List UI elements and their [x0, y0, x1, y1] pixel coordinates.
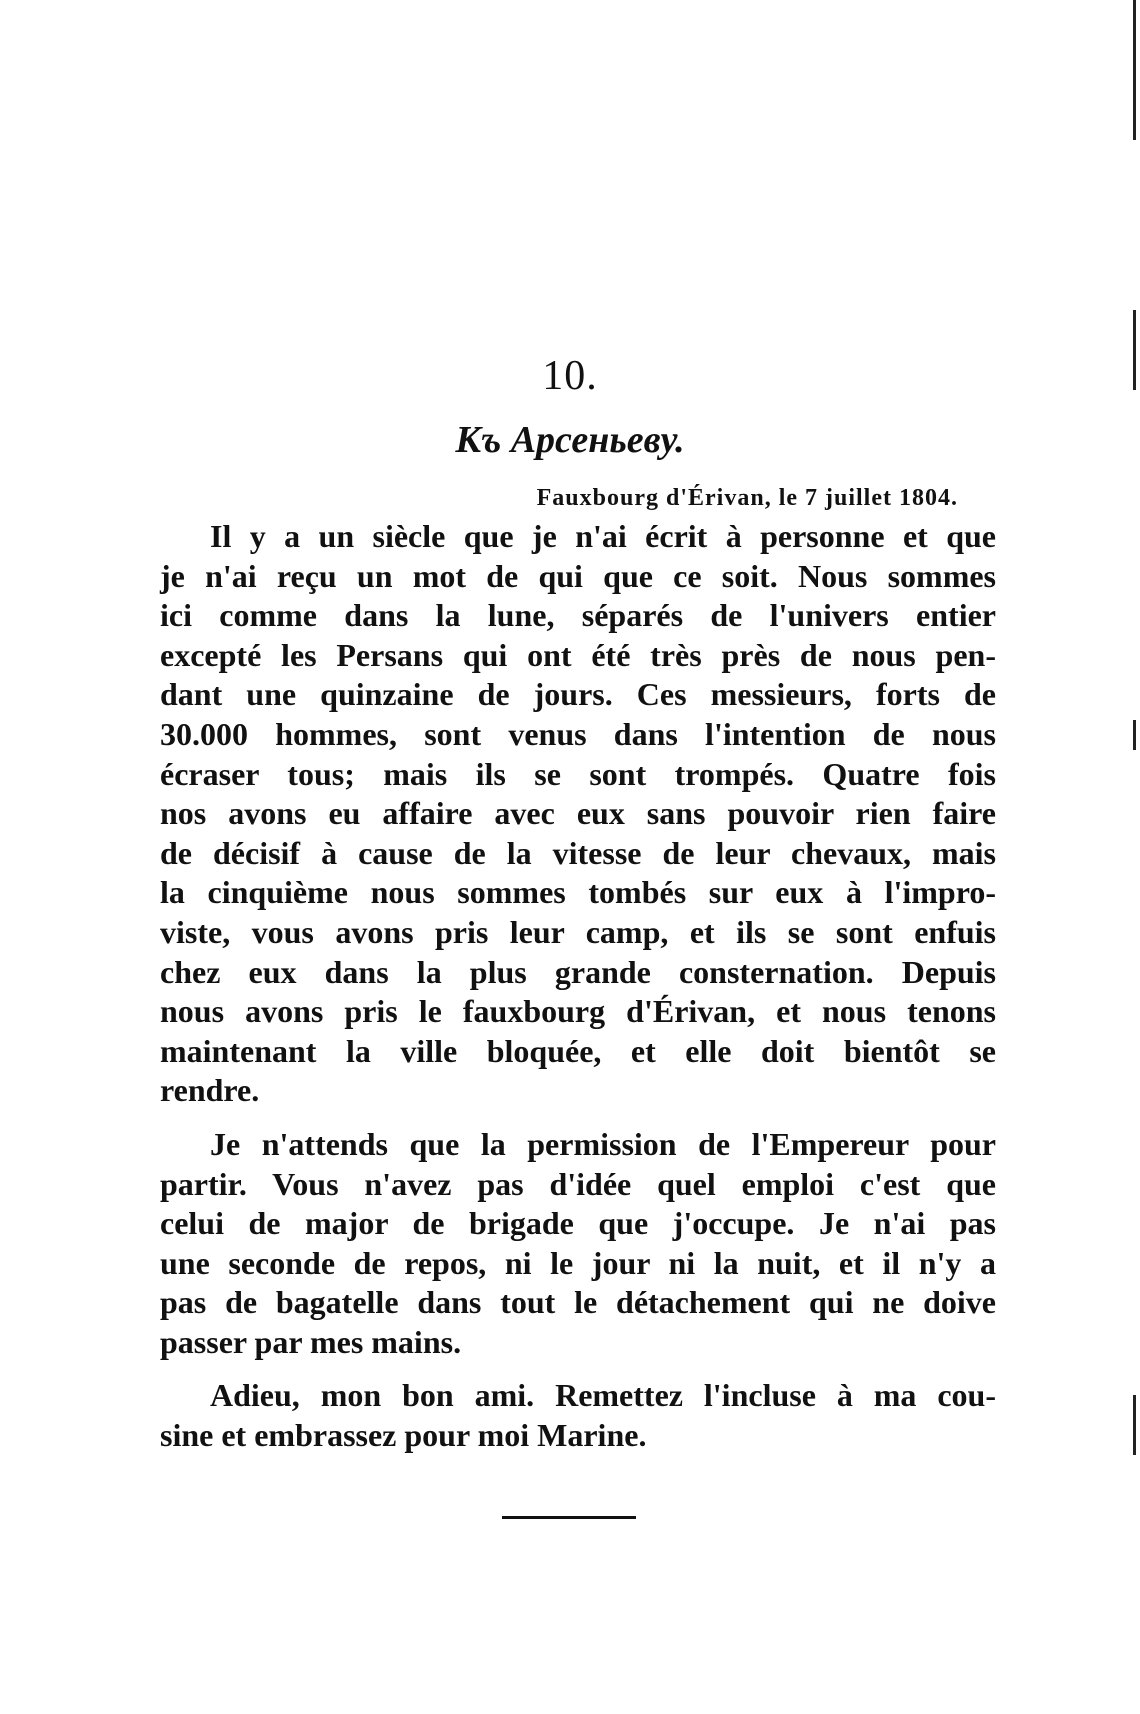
letter-addressee: Къ Арсеньеву.	[455, 419, 685, 461]
text-line: de décisif à cause de la vitesse de leur chevaux, mais	[160, 834, 996, 871]
text-line: nos avons eu affaire avec eux sans pouvoir rien faire	[160, 795, 996, 832]
text-line: partir. Vous n'avez pas d'idée quel emploi c'est que	[160, 1165, 996, 1202]
closing-rule	[502, 1516, 636, 1519]
text-line: écraser tous; mais ils se sont trompés. Quatre fois	[160, 755, 996, 792]
text-line: sine et embrassez pour moi Marine.	[160, 1417, 647, 1454]
text-line: ici comme dans la lune, séparés de l'univers entier	[160, 597, 996, 634]
paragraph	[160, 517, 996, 1111]
text-line: la cinquième nous sommes tombés sur eux à l'impro-	[160, 874, 996, 911]
page-edge-mark	[1133, 0, 1136, 140]
letter-number: 10.	[542, 353, 598, 399]
text-line: je n'ai reçu un mot de qui que ce soit. Nous sommes	[160, 557, 996, 594]
text-line: celui de major de brigade que j'occupe. Je n'ai pas	[160, 1205, 996, 1242]
paragraph-gap	[160, 1362, 996, 1376]
text-line: rendre.	[160, 1072, 260, 1109]
text-line: nous avons pris le fauxbourg d'Érivan, et nous tenons	[160, 993, 996, 1030]
text-line: Il y a un siècle que je n'ai écrit à personne et que	[210, 518, 996, 554]
page-edge-mark	[1133, 1395, 1136, 1455]
page-edge-mark	[1133, 720, 1136, 750]
text-line: viste, vous avons pris leur camp, et ils se sont enfuis	[160, 913, 996, 950]
letter-dateline: Fauxbourg d'Érivan, le 7 juillet 1804.	[536, 485, 958, 511]
text-line: 30.000 hommes, sont venus dans l'intention de nous	[160, 715, 996, 752]
text-line: chez eux dans la plus grande consternation. Depuis	[160, 953, 996, 990]
paragraph-gap	[160, 1111, 996, 1125]
text-line: pas de bagatelle dans tout le détachement qui ne doive	[160, 1284, 996, 1321]
text-line: excepté les Persans qui ont été très près de nous pen-	[160, 636, 996, 673]
text-line: passer par mes mains.	[160, 1323, 462, 1360]
text-line: maintenant la ville bloquée, et elle doit bientôt se	[160, 1032, 996, 1069]
paragraph	[160, 1125, 996, 1363]
letter-body	[160, 517, 996, 1456]
paragraph	[160, 1376, 996, 1455]
text-line: dant une quinzaine de jours. Ces messieurs, forts de	[160, 676, 996, 713]
text-line: Je n'attends que la permission de l'Empereur pour	[210, 1125, 996, 1162]
text-line: Adieu, mon bon ami. Remettez l'incluse à ma cou-	[210, 1377, 996, 1414]
text-line: une seconde de repos, ni le jour ni la nuit, et il n'y a	[160, 1244, 996, 1281]
